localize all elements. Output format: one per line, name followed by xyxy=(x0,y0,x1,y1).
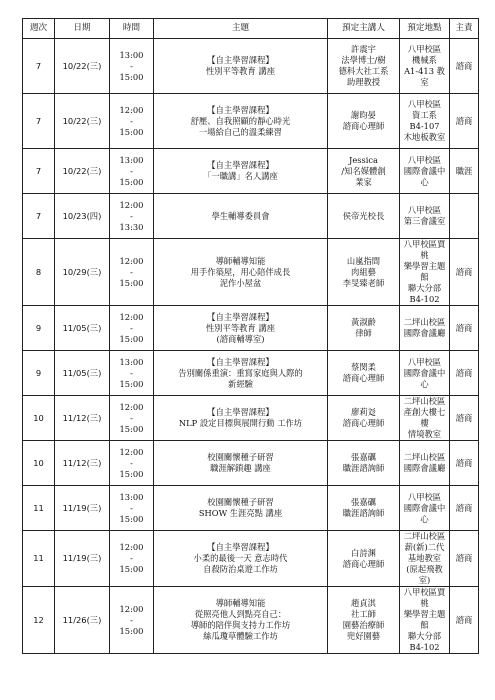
table-row xyxy=(23,587,479,654)
header-place: 預定地點 xyxy=(400,19,450,39)
owner-cell: 諮商 xyxy=(450,441,479,486)
time-cell: 12:00 - 15:00 xyxy=(110,306,154,351)
table-row xyxy=(23,94,479,149)
speaker-cell: 趙貞淇 社工師 園藝治療師 兜好園藝 xyxy=(328,587,400,654)
time-cell: 12:00 - 13:30 xyxy=(110,194,154,239)
place-cell: 八甲校區賈桃 樂學習主題館 聯大分部 B4-102 xyxy=(400,239,450,306)
week-cell: 9 xyxy=(23,351,55,396)
header-time: 時間 xyxy=(110,19,154,39)
date-cell: 10/22(三) xyxy=(55,39,110,94)
topic-cell: 導師輔導知能 用手作築屋，用心陪伴成長 泥作小屋盆 xyxy=(154,239,328,306)
time-cell: 13:00 - 15:00 xyxy=(110,39,154,94)
owner-cell: 諮商 xyxy=(450,306,479,351)
owner-cell: 諮商 xyxy=(450,587,479,654)
place-cell: 二坪山校區 國際會議廳 xyxy=(400,441,450,486)
date-cell: 11/26(三) xyxy=(55,587,110,654)
owner-cell xyxy=(450,194,479,239)
table-row xyxy=(23,396,479,441)
topic-cell: 【自主學習課程】 小柔的最後一天 意志時代 自殺防治桌遊工作坊 xyxy=(154,531,328,587)
week-cell: 7 xyxy=(23,94,55,149)
speaker-cell: 侯帝光校長 xyxy=(328,194,400,239)
owner-cell: 諮商 xyxy=(450,239,479,306)
owner-cell: 諮商 xyxy=(450,531,479,587)
place-cell: 八甲校區 國際會議中心 xyxy=(400,351,450,396)
date-cell: 10/23(四) xyxy=(55,194,110,239)
topic-cell: 導師輔導知能 從照亮他人到點亮自己： 導師的陪伴與支持力工作坊 絲瓜瓊草體驗工作坊 xyxy=(154,587,328,654)
week-cell: 8 xyxy=(23,239,55,306)
place-cell: 二坪山校區 產創大樓七樓 情境教室 xyxy=(400,396,450,441)
owner-cell: 職涯 xyxy=(450,149,479,194)
topic-cell: 【自主學習課程】 性別平等教育 講座 (諮商輔導室) xyxy=(154,306,328,351)
date-cell: 10/22(三) xyxy=(55,149,110,194)
table-row xyxy=(23,39,479,94)
table-row xyxy=(23,486,479,531)
date-cell: 10/22(三) xyxy=(55,94,110,149)
place-cell: 八甲校區 機械系 A1-413 教室 xyxy=(400,39,450,94)
week-cell: 7 xyxy=(23,194,55,239)
date-cell: 10/29(三) xyxy=(55,239,110,306)
speaker-cell: 蔡閔柔 諮商心理師 xyxy=(328,351,400,396)
header-row xyxy=(23,19,479,39)
topic-cell: 校園關懷種子研習 SHOW 生涯亮點 講座 xyxy=(154,486,328,531)
time-cell: 13:00 - 15:00 xyxy=(110,149,154,194)
time-cell: 13:00 - 15:00 xyxy=(110,351,154,396)
place-cell: 八甲校區 第三會議室 xyxy=(400,194,450,239)
header-week: 週次 xyxy=(23,19,55,39)
header-owner: 主責 xyxy=(450,19,479,39)
week-cell: 7 xyxy=(23,149,55,194)
topic-cell: 學生輔導委員會 xyxy=(154,194,328,239)
table-row xyxy=(23,239,479,306)
speaker-cell: 山嵐指間 肉組藝 李旻臻老師 xyxy=(328,239,400,306)
speaker-cell: 張嘉礪 職涯諮詢師 xyxy=(328,486,400,531)
date-cell: 11/05(三) xyxy=(55,306,110,351)
date-cell: 11/12(三) xyxy=(55,441,110,486)
week-cell: 7 xyxy=(23,39,55,94)
topic-cell: 【自主學習課程】 「一職講」名人講座 xyxy=(154,149,328,194)
place-cell: 八甲校區 資工系 B4-107 木地板教室 xyxy=(400,94,450,149)
place-cell: 二坪山校區 國際會議廳 xyxy=(400,306,450,351)
speaker-cell: 黃淑齡 律師 xyxy=(328,306,400,351)
time-cell: 12:00 - 15:00 xyxy=(110,94,154,149)
week-cell: 11 xyxy=(23,531,55,587)
week-cell: 9 xyxy=(23,306,55,351)
table-row xyxy=(23,531,479,587)
date-cell: 11/19(三) xyxy=(55,486,110,531)
date-cell: 11/19(三) xyxy=(55,531,110,587)
owner-cell: 諮商 xyxy=(450,351,479,396)
speaker-cell: 許震宇 法學博士/樹 德科大社工系 助理教授 xyxy=(328,39,400,94)
table-row xyxy=(23,351,479,396)
time-cell: 12:00 - 15:00 xyxy=(110,531,154,587)
schedule-table xyxy=(22,18,479,654)
place-cell: 二坪山校區 薪(新)二代 基地教室 (原起飛教室) xyxy=(400,531,450,587)
topic-cell: 【自主學習課程】 告別關係重演：重寫家庭與人際的 新經驗 xyxy=(154,351,328,396)
table-row xyxy=(23,194,479,239)
header-date: 日期 xyxy=(55,19,110,39)
place-cell: 八甲校區賈桃 樂學習主題館 聯大分部 B4-102 xyxy=(400,587,450,654)
header-topic: 主題 xyxy=(154,19,328,39)
speaker-cell: 廖莉彣 諮商心理師 xyxy=(328,396,400,441)
time-cell: 12:00 - 15:00 xyxy=(110,239,154,306)
header-speaker: 預定主講人 xyxy=(328,19,400,39)
topic-cell: 【自主學習課程】 舒壓、自我照顧的靜心時光 一場給自己的溫柔練習 xyxy=(154,94,328,149)
date-cell: 11/12(三) xyxy=(55,396,110,441)
owner-cell: 諮商 xyxy=(450,39,479,94)
topic-cell: 校園關懷種子研習 職涯解鎖趣 講座 xyxy=(154,441,328,486)
table-row xyxy=(23,441,479,486)
table-row xyxy=(23,149,479,194)
week-cell: 11 xyxy=(23,486,55,531)
topic-cell: 【自主學習課程】 NLP 設定目標與展開行動 工作坊 xyxy=(154,396,328,441)
table-row xyxy=(23,306,479,351)
time-cell: 12:00 - 15:00 xyxy=(110,441,154,486)
week-cell: 10 xyxy=(23,441,55,486)
owner-cell: 諮商 xyxy=(450,94,479,149)
place-cell: 八甲校區 國際會議中心 xyxy=(400,149,450,194)
speaker-cell: Jessica /知名媒體創 業家 xyxy=(328,149,400,194)
owner-cell: 諮商 xyxy=(450,396,479,441)
week-cell: 10 xyxy=(23,396,55,441)
speaker-cell: 張嘉礪 職涯諮詢師 xyxy=(328,441,400,486)
time-cell: 12:00 - 15:00 xyxy=(110,396,154,441)
week-cell: 12 xyxy=(23,587,55,654)
owner-cell: 諮商 xyxy=(450,486,479,531)
date-cell: 11/05(三) xyxy=(55,351,110,396)
topic-cell: 【自主學習課程】 性別平等教育 講座 xyxy=(154,39,328,94)
time-cell: 13:00 - 15:00 xyxy=(110,486,154,531)
time-cell: 12:00 - 15:00 xyxy=(110,587,154,654)
speaker-cell: 謝昀晏 諮商心理師 xyxy=(328,94,400,149)
speaker-cell: 白詩渊 諮商心理師 xyxy=(328,531,400,587)
place-cell: 八甲校區 國際會議中心 xyxy=(400,486,450,531)
